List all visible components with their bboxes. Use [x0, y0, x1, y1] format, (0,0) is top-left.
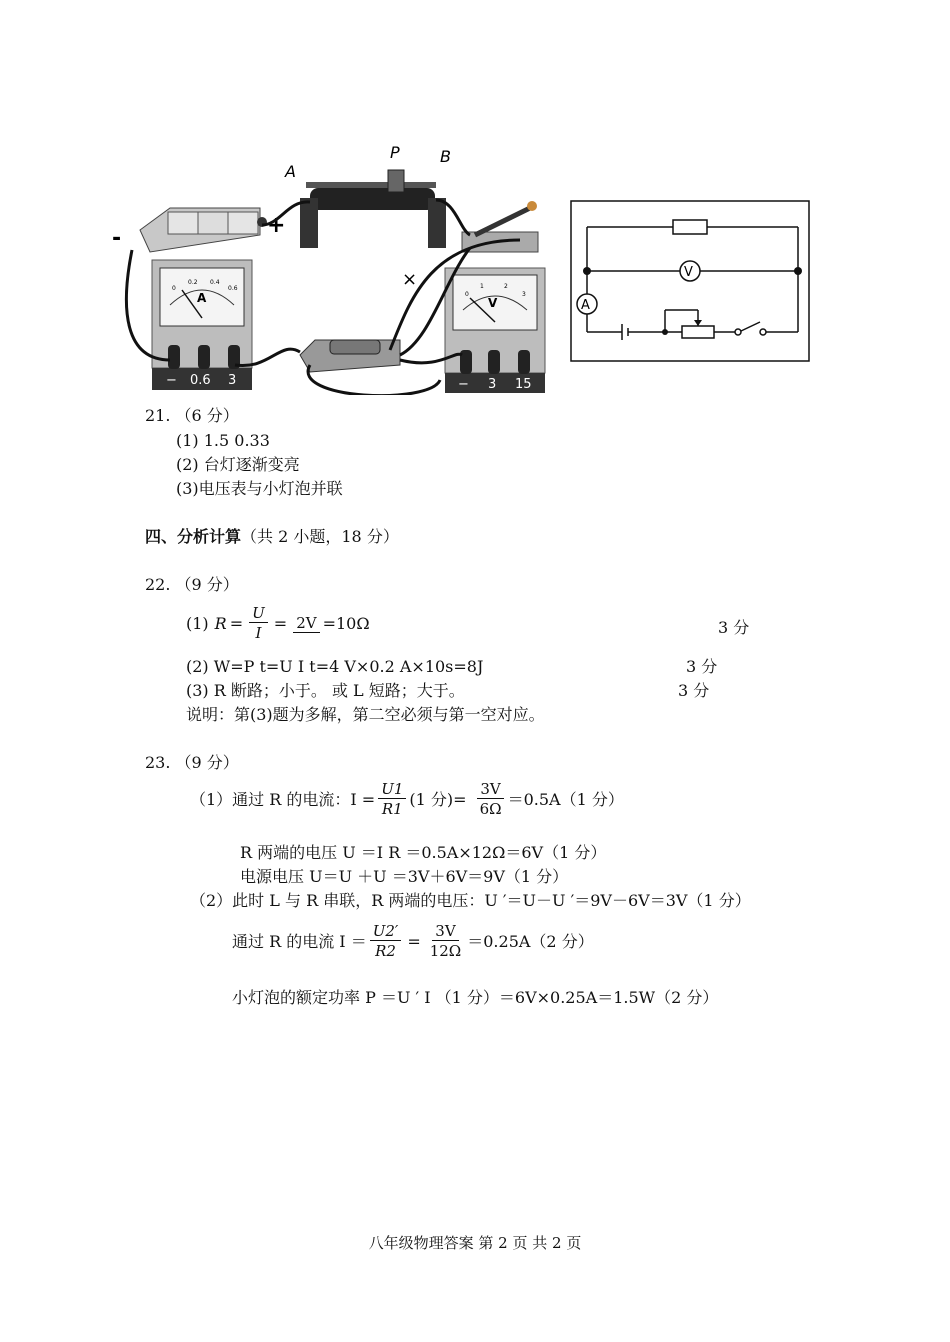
voltmeter-neg-label: − — [458, 377, 469, 392]
ammeter — [152, 260, 252, 390]
q23-answer-3: 电源电压 U＝U ＋U ＝3V＋6V＝9V（1 分） — [240, 867, 569, 886]
q23-answer-6: 小灯泡的额定功率 P ＝U ′ I （1 分）＝6V×0.25A＝1.5W（2 分） — [232, 988, 719, 1007]
rheostat-label-p: P — [390, 143, 400, 162]
q23-answer-5-prefix: 通过 R 的电流 I ＝ — [232, 931, 367, 951]
ammeter-letter: A — [197, 291, 207, 305]
q23-answer-1 — [190, 780, 624, 819]
fraction-i: I — [255, 624, 262, 642]
fraction-r1: R1 — [381, 800, 403, 818]
cross-mark: × — [402, 269, 418, 290]
q22-score-1: 3 分 — [718, 618, 750, 637]
knife-switch — [462, 201, 538, 252]
fraction-3v-over-12ohm — [427, 922, 465, 961]
fraction-12ohm: 12Ω — [429, 942, 462, 960]
ammeter-range-06: 0.6 — [190, 373, 211, 388]
rheostat-label-b: B — [440, 147, 451, 166]
q23-answer-4: （2）此时 L 与 R 串联，R 两端的电压：U ′＝U－U ′＝9V－6V＝3V（1 分） — [190, 891, 751, 910]
q22-score-3: 3 分 — [678, 681, 710, 700]
ammeter-symbol-label: A — [581, 298, 590, 313]
q22-answer-3: (3) R 断路；小于。 或 L 短路；大于。 — [186, 681, 465, 700]
voltmeter-range-15: 15 — [515, 377, 532, 392]
ammeter-neg-label: − — [166, 373, 177, 388]
q21-answer-2: (2) 台灯逐渐变亮 — [176, 455, 300, 474]
voltmeter-range-3: 3 — [488, 377, 497, 392]
q23-answer-5-post: ＝0.25A（2 分） — [467, 931, 594, 951]
q21-heading: 21. （6 分） — [145, 406, 239, 425]
physical-circuit-figure — [110, 140, 550, 395]
q22-heading: 22. （9 分） — [145, 575, 239, 594]
ammeter-tick-0: 0 — [172, 285, 176, 292]
section-four-title: 四、分析计算 — [145, 527, 242, 546]
fraction-3v-over-6ohm — [477, 780, 505, 819]
section-four-heading — [145, 526, 399, 548]
ammeter-tick-3: 0.6 — [228, 285, 238, 292]
rheostat-label-a: A — [285, 162, 296, 181]
fraction-u1-over-r1 — [378, 780, 406, 819]
q22-answer-1-prefix: (1) — [186, 613, 209, 633]
voltmeter — [445, 268, 545, 393]
lamp-board — [300, 340, 400, 372]
q22-answer-1: (1) R = $\frac{U}{I}$ = 2V =10Ω — [186, 604, 370, 642]
voltmeter-tick-0: 0 — [465, 291, 469, 298]
q22-r-symbol: R — [214, 613, 227, 633]
fraction-u-over-i — [249, 604, 268, 643]
q22-answer-2: (2) W=P t=U I t=4 V×0.2 A×10s=8J — [186, 657, 484, 676]
voltmeter-symbol-label: V — [684, 265, 693, 280]
q22-answer-1-result: =10Ω — [322, 613, 370, 633]
fraction-u2p-over-r2 — [370, 922, 402, 961]
voltmeter-tick-2: 2 — [504, 283, 508, 290]
fraction-3v: 3V — [477, 780, 503, 799]
voltmeter-tick-3: 3 — [522, 291, 526, 298]
q22-note: 说明：第(3)题为多解，第二空必须与第一空对应。 — [186, 705, 545, 724]
voltmeter-tick-1: 1 — [480, 283, 484, 290]
ammeter-tick-2: 0.4 — [210, 279, 220, 286]
q23-heading: 23. （9 分） — [145, 753, 239, 772]
fraction-u: U — [249, 604, 268, 623]
battery-plus-label: + — [267, 213, 286, 238]
q23-answer-5: 通过 R 的电流 I ＝ $\frac{U2'}{R2}$ = $\frac{3V}{12\Omega}$ ＝0.25A（2 分） — [232, 922, 594, 960]
fraction-2v-over-02a — [293, 614, 319, 633]
fraction-3v-b: 3V — [432, 922, 458, 941]
q23-answer-1-prefix: （1）通过 R 的电流：I = — [190, 789, 376, 809]
fraction-2v: 2V — [293, 614, 319, 633]
q23-answer-2: R 两端的电压 U ＝I R ＝0.5A×12Ω＝6V（1 分） — [240, 843, 607, 862]
q21-answer-1: (1) 1.5 0.33 — [176, 431, 270, 450]
section-four-note: （共 2 小题，18 分） — [241, 527, 399, 546]
fraction-u1: U1 — [378, 780, 406, 799]
q21-answer-3: (3)电压表与小灯泡并联 — [176, 479, 343, 498]
page-footer: 八年级物理答案 第 2 页 共 2 页 — [368, 1234, 582, 1252]
ammeter-tick-1: 0.2 — [188, 279, 198, 286]
q22-score-2: 3 分 — [686, 657, 718, 676]
ammeter-range-3: 3 — [228, 373, 237, 388]
battery-minus-label: - — [112, 226, 122, 251]
voltmeter-letter: V — [488, 296, 498, 310]
fraction-u2p: U2′ — [370, 922, 402, 941]
battery-pack — [140, 208, 267, 252]
rheostat — [300, 170, 446, 248]
q23-answer-1-mid: (1 分)= — [409, 789, 467, 809]
fraction-6ohm: 6Ω — [479, 800, 502, 818]
fraction-r2: R2 — [375, 942, 396, 960]
circuit-diagram — [570, 200, 810, 362]
q23-answer-1-post: ＝0.5A（1 分） — [507, 789, 624, 809]
